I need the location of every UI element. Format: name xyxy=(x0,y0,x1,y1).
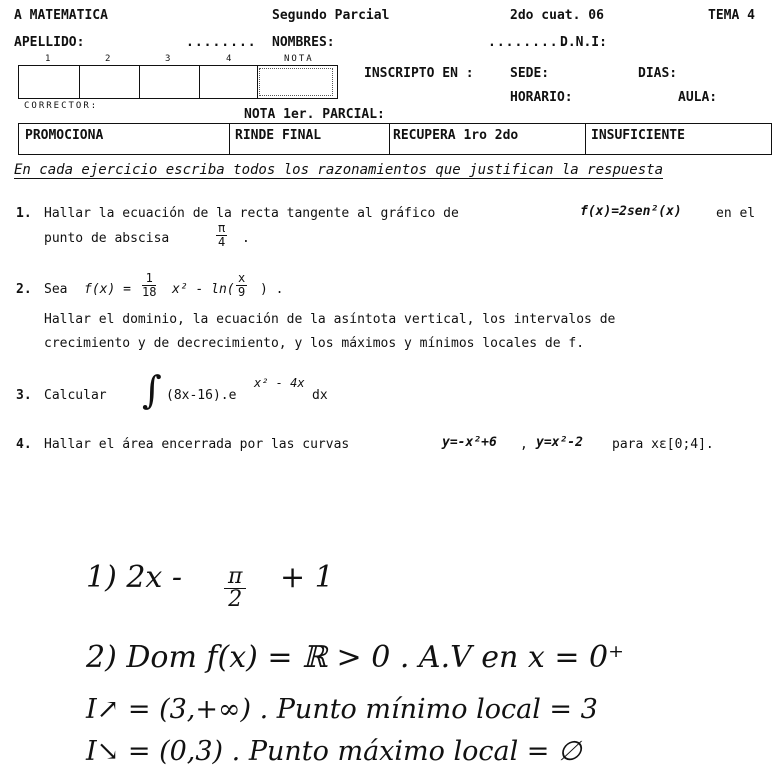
ex1-tail: . xyxy=(242,231,250,246)
ex4-text: Hallar el área encerrada por las curvas xyxy=(44,437,350,452)
ex2-frac2-num: x xyxy=(238,271,246,285)
grid-label-3: 3 xyxy=(165,54,173,64)
ex2-sea: Sea xyxy=(44,282,68,297)
ex4-range: para xε[0;4]. xyxy=(612,437,714,452)
grade-grid xyxy=(18,65,338,99)
ex1-frac-den: 4 xyxy=(218,235,226,249)
ex1-frac-num: π xyxy=(218,221,226,235)
answer-1-frac-num: π xyxy=(224,566,246,589)
corrector-label: CORRECTOR: xyxy=(24,101,99,111)
ex1-text: Hallar la ecuación de la recta tangente al gráfico de xyxy=(44,206,459,221)
nombres-dots: ......... xyxy=(488,35,568,50)
ex1-number: 1. xyxy=(16,206,32,221)
apellido-label: APELLIDO: xyxy=(14,35,85,50)
answer-1-fraction xyxy=(224,566,246,611)
ex1-text-c: punto de abscisa xyxy=(44,231,170,246)
tema-label: TEMA 4 xyxy=(708,8,755,23)
option-insuficiente: INSUFICIENTE xyxy=(591,128,685,143)
ex3-text: Calcular xyxy=(44,388,107,403)
ex2-frac2 xyxy=(236,272,247,299)
answer-1-right: + 1 xyxy=(280,560,334,595)
nota-parcial-label: NOTA 1er. PARCIAL: xyxy=(244,107,385,122)
ex2-mid: x² - ln( xyxy=(172,282,235,297)
ex2-frac2-den: 9 xyxy=(238,285,246,299)
ex3-integrand: (8x-16).e xyxy=(166,388,237,403)
answer-2-line3: I↘ = (0,3) . Punto máximo local = ∅ xyxy=(86,736,582,767)
ex2-number: 2. xyxy=(16,282,32,297)
nombres-label: NOMBRES: xyxy=(272,35,335,50)
answer-2-line1: 2) Dom f(x) = ℝ > 0 . A.V en x = 0⁺ xyxy=(86,640,624,675)
term-label: 2do cuat. 06 xyxy=(510,8,604,23)
option-promociona: PROMOCIONA xyxy=(25,128,104,143)
ex3-number: 3. xyxy=(16,388,32,403)
ex4-curve2: y=x²-2 xyxy=(536,435,583,450)
answer-1-frac-den: 2 xyxy=(228,587,243,612)
sede-label: SEDE: xyxy=(510,66,550,81)
ex1-text-b: en el xyxy=(716,206,756,221)
nota-box xyxy=(259,68,333,96)
option-rinde-final: RINDE FINAL xyxy=(235,128,322,143)
inscripto-label: INSCRIPTO EN : xyxy=(364,66,474,81)
grid-label-1: 1 xyxy=(45,54,53,64)
instruction: En cada ejercicio escriba todos los razonamientos que justifican la respuesta xyxy=(14,162,664,178)
ex2-line2: Hallar el dominio, la ecuación de la asíntota vertical, los intervalos de xyxy=(44,312,616,327)
ex4-curve1: y=-x²+6 xyxy=(442,435,497,450)
grid-label-2: 2 xyxy=(105,54,113,64)
answer-2-line2: I↗ = (3,+∞) . Punto mínimo local = 3 xyxy=(86,694,598,725)
aula-label: AULA: xyxy=(678,90,718,105)
ex2-line3: crecimiento y de decrecimiento, y los máximos y mínimos locales de f. xyxy=(44,336,585,351)
ex4-number: 4. xyxy=(16,437,32,452)
ex1-formula: f(x)=2sen²(x) xyxy=(580,204,682,219)
answer-1-left: 1) 2x - xyxy=(86,560,183,595)
ex2-frac1-den: 18 xyxy=(142,285,157,299)
subject-label: A MATEMATICA xyxy=(14,8,108,23)
horario-label: HORARIO: xyxy=(510,90,573,105)
result-options xyxy=(18,123,772,155)
grid-label-nota: NOTA xyxy=(284,54,314,64)
grid-label-4: 4 xyxy=(226,54,234,64)
ex1-fraction xyxy=(216,222,227,249)
dias-label: DIAS: xyxy=(638,66,678,81)
ex2-end: ) . xyxy=(260,282,284,297)
dni-label: D.N.I: xyxy=(560,35,607,50)
ex2-frac1-num: 1 xyxy=(142,272,156,286)
ex2-fx: f(x) = xyxy=(84,282,131,297)
integral-sign: ∫ xyxy=(142,368,162,412)
ex3-dx: dx xyxy=(312,388,328,403)
ex3-exponent: x² - 4x xyxy=(254,376,305,390)
apellido-dots: ........ xyxy=(186,35,257,50)
option-recupera: RECUPERA 1ro 2do xyxy=(393,128,519,143)
ex2-frac1 xyxy=(142,272,156,299)
ex4-sep: , xyxy=(520,437,528,452)
exam-title: Segundo Parcial xyxy=(272,8,390,23)
